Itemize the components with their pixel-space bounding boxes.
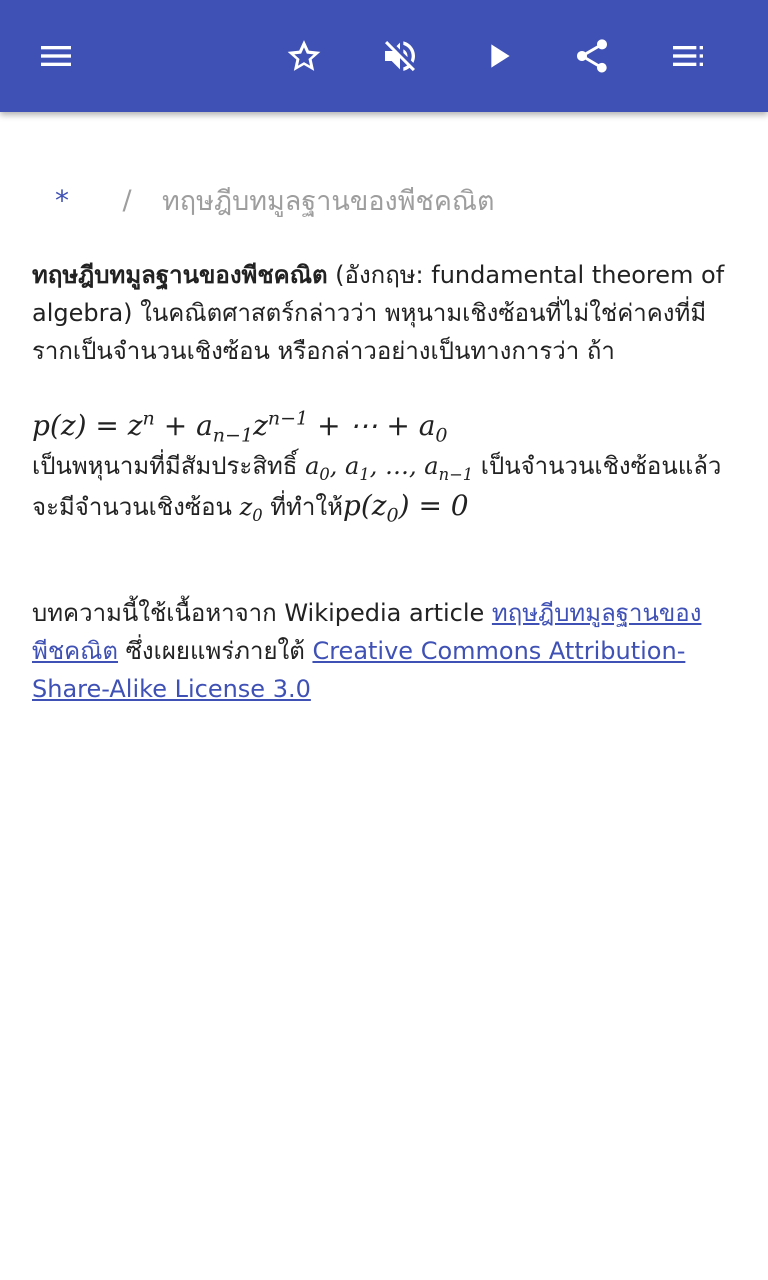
z0-math: $z_0$: [239, 493, 263, 525]
menu-button[interactable]: [28, 28, 84, 84]
favorite-button[interactable]: [276, 28, 332, 84]
attribution-text: บทความนี้ใช้เนื้อหาจาก Wikipedia article: [32, 599, 492, 627]
license-link[interactable]: Creative Commons Attribution-Share-Alike License 3.0: [32, 637, 686, 703]
breadcrumb-separator: /: [122, 184, 132, 216]
share-button[interactable]: [564, 28, 620, 84]
result-math: $p(z_0) = 0$: [342, 489, 469, 527]
equation-text: $p(z) = z^n + a_{n-1}z^{n-1}$ + ⋯ + $a_0$: [32, 407, 448, 447]
coefficients-math: $a_0$, $a_1$, …, $a_{n-1}$: [305, 452, 474, 484]
body-text-1: เป็นพหุนามที่มีสัมประสิทธิ์: [32, 452, 306, 480]
wikipedia-article-link[interactable]: ทฤษฎีบทมูลฐานของพีชคณิต: [32, 599, 702, 665]
play-icon: [478, 36, 518, 76]
attribution: [32, 594, 736, 708]
star-outline-icon: [284, 36, 324, 76]
breadcrumb-home-link[interactable]: *: [55, 183, 69, 217]
body-text-2: เป็นจำนวนเชิงซ้อนแล้ว จะมีจำนวนเชิงซ้อน: [32, 452, 722, 521]
app-bar: [0, 0, 768, 112]
breadcrumb: [32, 178, 495, 222]
article-intro: [32, 256, 736, 370]
attribution-text-2: ซึ่งเผยแพร่ภายใต้: [118, 637, 313, 665]
article-body: [32, 446, 736, 527]
menu-icon: [36, 36, 76, 76]
playlist-icon: [668, 36, 708, 76]
equation: [32, 402, 736, 450]
article-intro-text: (อังกฤษ: fundamental theorem of algebra) ในคณิตศาสตร์กล่าวว่า พหุนามเชิงซ้อนที่ไม่ใช่ค่าคงที่มีรากเป็นจำนวนเชิงซ้อน หรือกล่าวอย่างเป็นทางการว่า ถ้า: [32, 261, 725, 365]
volume-off-icon: [380, 36, 420, 76]
body-text-3: ที่ทำให้: [262, 493, 343, 521]
share-icon: [572, 36, 612, 76]
breadcrumb-current: ทฤษฎีบทมูลฐานของพีชคณิต: [162, 185, 495, 217]
play-button[interactable]: [470, 28, 526, 84]
article-title: ทฤษฎีบทมูลฐานของพีชคณิต: [32, 261, 328, 289]
mute-button[interactable]: [372, 28, 428, 84]
playlist-button[interactable]: [660, 28, 716, 84]
